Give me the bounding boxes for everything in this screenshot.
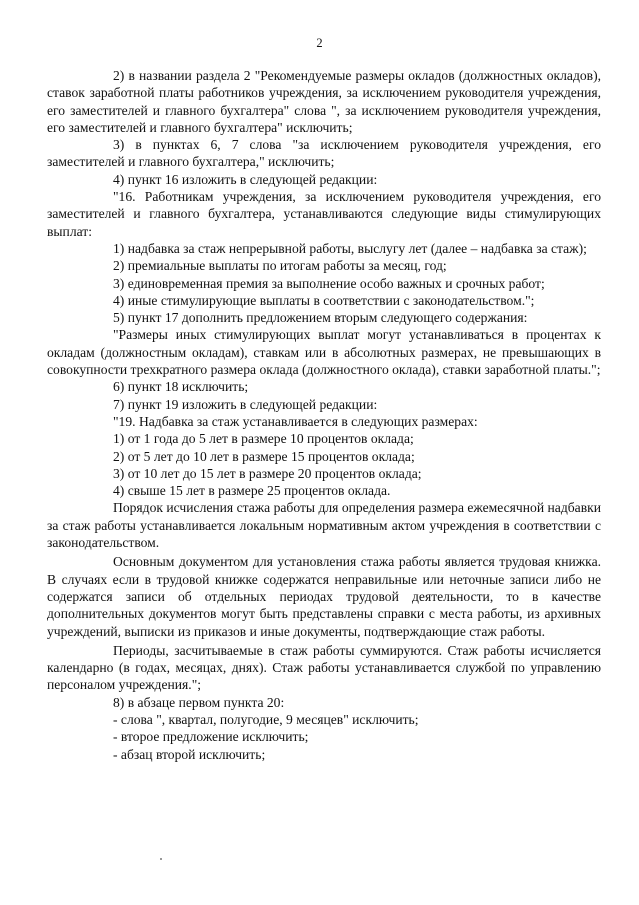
paragraph-rate-4: 4) свыше 15 лет в размере 25 процентов оклада.	[113, 483, 391, 499]
paragraph-item-6: 6) пункт 18 исключить;	[113, 379, 249, 395]
paragraph-item-2: 2) в названии раздела 2 "Рекомендуемые размеры окладов (должностных окладов), ставок заработной платы работников учреждения, за исключением руководителя учреждения, его заместителей и главного бухгалтера" слова ", за исключением руководителя учреждения, его заместителей и главного бухгалтера" исключить;	[47, 68, 601, 135]
paragraph-dash-1: - слова ", квартал, полугодие, 9 месяцев" исключить;	[113, 711, 419, 727]
paragraph-item-4: 4) пункт 16 изложить в следующей редакции:	[113, 171, 378, 187]
paragraph-item-5: 5) пункт 17 дополнить предложением вторым следующего содержания:	[113, 310, 528, 326]
paragraph-dash-3: - абзац второй исключить;	[113, 746, 266, 762]
paragraph-rate-2: 2) от 5 лет до 10 лет в размере 15 процентов оклада;	[113, 448, 415, 464]
paragraph-sub-1: 1) надбавка за стаж непрерывной работы, выслугу лет (далее – надбавка за стаж);	[113, 240, 587, 256]
paragraph-calculation-order: Порядок исчисления стажа работы для определения размера ежемесячной надбавки за стаж работы устанавливается локальным нормативным актом учреждения в соответствии с законодательством.	[47, 500, 601, 551]
paragraph-item-3: 3) в пунктах 6, 7 слова "за исключением руководителя учреждения, его заместителей и главного бухгалтера," исключить;	[47, 137, 601, 170]
paragraph-periods: Периоды, засчитываемые в стаж работы суммируются. Стаж работы исчисляется календарно (в годах, месяцах, днях). Стаж работы устанавливается службой по управлению персоналом учреждения.";	[47, 642, 601, 693]
paragraph-clause-16: "16. Работникам учреждения, за исключением руководителя учреждения, его заместителей и главного бухгалтера, устанавливаются следующие виды стимулирующих выплат:	[47, 189, 601, 239]
paragraph-clause-17-text: "Размеры иных стимулирующих выплат могут устанавливаться в процентах к окладам (должностным окладам), ставкам или в абсолютных размерах, не превышающих в совокупности трехкратного размера оклада (должностного оклада), ставки заработной платы.";	[47, 327, 601, 378]
document-body	[47, 67, 601, 763]
paragraph-rate-1: 1) от 1 года до 5 лет в размере 10 процентов оклада;	[113, 431, 414, 447]
scan-speck	[160, 858, 162, 860]
paragraph-dash-2: - второе предложение исключить;	[113, 729, 309, 745]
paragraph-sub-4: 4) иные стимулирующие выплаты в соответствии с законодательством.";	[113, 292, 535, 308]
paragraph-main-document: Основным документом для установления стажа работы является трудовая книжка. В случаях если в трудовой книжке содержатся неправильные или неточные записи либо не содержатся записи об отдельных периодах трудовой деятельности, то в качестве дополнительных документов могут быть представлены справки с места работы, из архивных учреждений, выписки из приказов и иные документы, подтверждающие стаж работы.	[47, 554, 601, 639]
page-number: 2	[316, 36, 323, 50]
paragraph-sub-2: 2) премиальные выплаты по итогам работы за месяц, год;	[113, 258, 447, 274]
paragraph-clause-19: "19. Надбавка за стаж устанавливается в следующих размерах:	[113, 413, 478, 429]
paragraph-rate-3: 3) от 10 лет до 15 лет в размере 20 процентов оклада;	[113, 465, 422, 481]
paragraph-item-7: 7) пункт 19 изложить в следующей редакции:	[113, 396, 378, 412]
paragraph-sub-3: 3) единовременная премия за выполнение особо важных и срочных работ;	[113, 275, 545, 291]
paragraph-item-8: 8) в абзаце первом пункта 20:	[113, 694, 285, 710]
